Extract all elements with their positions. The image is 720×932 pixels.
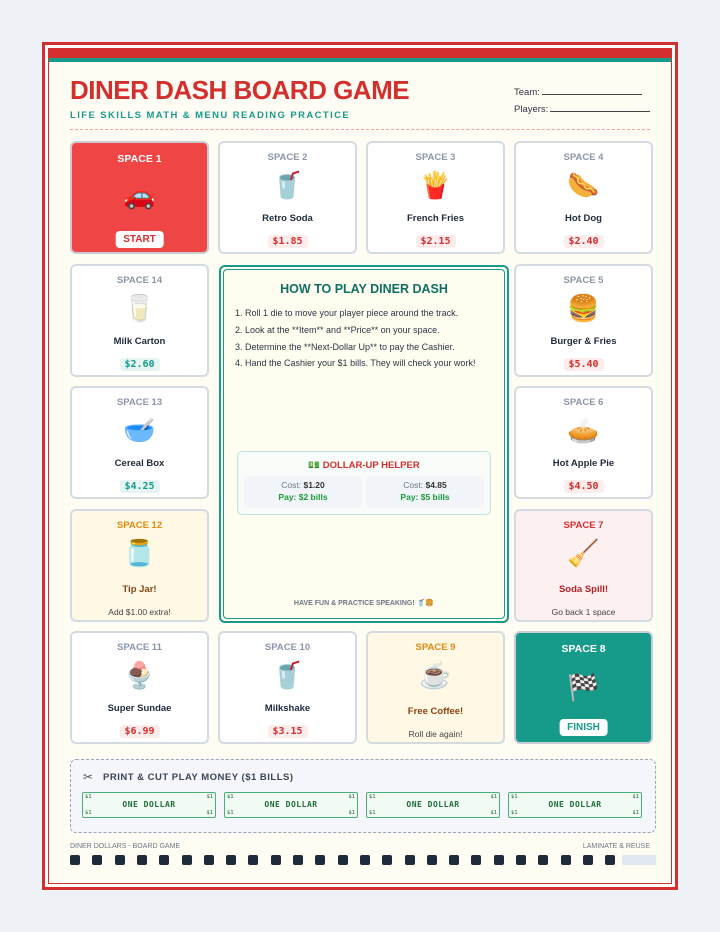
instruction-step: 4. Hand the Cashier your $1 bills. They will check your work! xyxy=(235,358,476,369)
helper-example xyxy=(366,476,484,508)
space-label: SPACE 6 xyxy=(563,397,604,408)
item-name: Burger & Fries xyxy=(550,336,617,347)
bill-text: ONE DOLLAR xyxy=(264,800,318,809)
hot-dog-icon: 🌭 xyxy=(567,170,600,200)
players-line xyxy=(550,103,650,112)
bill-corner: $1 xyxy=(348,810,355,816)
cost-value: $1.20 xyxy=(303,480,325,490)
burger-icon: 🍔 xyxy=(567,293,600,323)
bill-text: ONE DOLLAR xyxy=(406,800,460,809)
bill-corner: $1 xyxy=(369,794,376,800)
space-label: SPACE 9 xyxy=(415,642,456,653)
checker-square xyxy=(538,855,548,865)
item-name: Soda Spill! xyxy=(558,584,609,595)
item-name: Hot Dog xyxy=(565,213,602,224)
instruction-step: 1. Roll 1 die to move your player piece around the track. xyxy=(235,308,459,318)
item-name: Cereal Box xyxy=(114,458,165,469)
start-badge: START xyxy=(115,231,164,248)
page-subtitle: LIFE SKILLS MATH & MENU READING PRACTICE xyxy=(70,110,351,121)
space-13 xyxy=(70,386,209,499)
checker-square xyxy=(471,855,481,865)
item-price: $2.15 xyxy=(415,235,455,248)
french-fries-icon: 🍟 xyxy=(419,170,452,200)
example-cost xyxy=(244,480,362,490)
top-stripe-red xyxy=(49,49,671,58)
item-name: French Fries xyxy=(406,213,465,224)
bill-text: ONE DOLLAR xyxy=(548,800,602,809)
example-cost xyxy=(366,480,484,490)
space-5 xyxy=(514,264,653,377)
checker-square xyxy=(204,855,214,865)
item-price: $1.85 xyxy=(267,235,307,248)
header-divider xyxy=(70,129,650,130)
cereal-bowl-icon: 🥣 xyxy=(123,415,156,445)
team-field[interactable] xyxy=(514,86,642,98)
item-note: Go back 1 space xyxy=(551,607,616,617)
dollar-bill xyxy=(366,792,500,818)
example-pay: Pay: $5 bills xyxy=(400,492,450,502)
checker-tail xyxy=(622,855,656,865)
dollar-up-helper xyxy=(237,451,491,515)
item-name: Milkshake xyxy=(264,703,311,714)
scissors-icon: ✂ xyxy=(83,770,94,784)
checker-square xyxy=(248,855,258,865)
checker-square xyxy=(405,855,415,865)
team-line xyxy=(542,86,642,95)
top-stripe-teal xyxy=(49,58,671,62)
checker-square xyxy=(494,855,504,865)
checker-square xyxy=(226,855,236,865)
space-label: SPACE 14 xyxy=(116,275,163,286)
helper-example xyxy=(244,476,362,508)
space-1-start xyxy=(70,141,209,254)
space-2 xyxy=(218,141,357,254)
bill-corner: $1 xyxy=(490,794,497,800)
play-money-title: PRINT & CUT PLAY MONEY ($1 BILLS) xyxy=(103,772,294,783)
checker-square xyxy=(137,855,147,865)
checker-square xyxy=(449,855,459,865)
bill-corner: $1 xyxy=(511,810,518,816)
bill-corner: $1 xyxy=(85,794,92,800)
bill-corner: $1 xyxy=(85,810,92,816)
bill-corner: $1 xyxy=(369,810,376,816)
cost-label: Cost: xyxy=(281,480,302,490)
checker-square xyxy=(338,855,348,865)
checker-square xyxy=(293,855,303,865)
checker-square xyxy=(182,855,192,865)
item-price: $4.25 xyxy=(119,480,159,493)
car-icon: 🚗 xyxy=(123,180,156,210)
item-price: $2.60 xyxy=(119,358,159,371)
cost-value: $4.85 xyxy=(425,480,447,490)
finish-badge: FINISH xyxy=(559,719,608,736)
space-label: SPACE 13 xyxy=(116,397,163,408)
bill-corner: $1 xyxy=(348,794,355,800)
bill-corner: $1 xyxy=(206,794,213,800)
space-8-finish xyxy=(514,631,653,744)
instruction-steps xyxy=(235,305,497,372)
space-9 xyxy=(366,631,505,744)
item-name: Tip Jar! xyxy=(122,584,157,595)
space-label: SPACE 1 xyxy=(117,153,162,165)
how-to-play-title: HOW TO PLAY DINER DASH xyxy=(280,282,448,296)
checker-square xyxy=(70,855,80,865)
space-14 xyxy=(70,264,209,377)
checker-square xyxy=(583,855,593,865)
checker-square xyxy=(315,855,325,865)
checker-square xyxy=(115,855,125,865)
soda-cup-icon: 🥤 xyxy=(271,170,304,200)
space-label: SPACE 5 xyxy=(563,275,604,286)
space-label: SPACE 7 xyxy=(563,520,604,531)
item-note: Add $1.00 extra! xyxy=(108,607,171,617)
example-pay: Pay: $2 bills xyxy=(278,492,328,502)
item-name: Milk Carton xyxy=(113,336,166,347)
space-3 xyxy=(366,141,505,254)
how-to-play-panel xyxy=(219,265,509,623)
space-label: SPACE 11 xyxy=(117,642,162,653)
checker-square xyxy=(271,855,281,865)
bill-corner: $1 xyxy=(632,810,639,816)
item-price: $2.40 xyxy=(563,235,603,248)
coffee-icon: ☕ xyxy=(419,660,452,690)
game-sheet xyxy=(42,42,678,890)
checker-square xyxy=(360,855,370,865)
sheet-inner xyxy=(48,48,672,884)
dollar-bill xyxy=(224,792,358,818)
space-label: SPACE 10 xyxy=(264,642,311,653)
space-label: SPACE 3 xyxy=(415,152,456,163)
item-price: $4.50 xyxy=(563,480,603,493)
item-name: Hot Apple Pie xyxy=(552,458,615,469)
space-6 xyxy=(514,386,653,499)
checkered-flag-icon: 🏁 xyxy=(567,672,600,702)
space-12 xyxy=(70,509,209,622)
checker-square xyxy=(516,855,526,865)
item-price: $3.15 xyxy=(267,725,307,738)
item-name: Super Sundae xyxy=(107,703,172,714)
team-label: Team: xyxy=(514,87,540,98)
page-title: DINER DASH BOARD GAME xyxy=(70,75,410,105)
checker-strip xyxy=(70,855,656,867)
space-label: SPACE 12 xyxy=(116,520,163,531)
bill-corner: $1 xyxy=(206,810,213,816)
checker-square xyxy=(427,855,437,865)
bill-text: ONE DOLLAR xyxy=(122,800,176,809)
space-label: SPACE 8 xyxy=(561,643,606,655)
footer-right: LAMINATE & REUSE xyxy=(582,843,650,850)
instruction-step: 2. Look at the **Item** and **Price** on your space. xyxy=(235,324,440,335)
bill-corner: $1 xyxy=(511,794,518,800)
checker-square xyxy=(382,855,392,865)
space-label: SPACE 4 xyxy=(563,152,604,163)
checker-square xyxy=(561,855,571,865)
have-fun-note: HAVE FUN & PRACTICE SPEAKING! 🥤🍔 xyxy=(293,600,435,607)
item-note: Roll die again! xyxy=(408,729,463,739)
pie-icon: 🥧 xyxy=(567,415,600,445)
item-name: Free Coffee! xyxy=(407,706,464,717)
milkshake-icon: 🥤 xyxy=(271,660,304,690)
bill-corner: $1 xyxy=(490,810,497,816)
checker-square xyxy=(92,855,102,865)
footer-left: DINER DOLLARS - BOARD GAME xyxy=(70,843,181,850)
space-4 xyxy=(514,141,653,254)
helper-title: 💵 DOLLAR-UP HELPER xyxy=(308,460,420,471)
players-field[interactable] xyxy=(514,103,650,115)
instruction-step: 3. Determine the **Next-Dollar Up** to pay the Cashier. xyxy=(235,341,455,352)
space-label: SPACE 2 xyxy=(267,152,308,163)
space-11 xyxy=(70,631,209,744)
cost-label: Cost: xyxy=(403,480,424,490)
item-price: $6.99 xyxy=(119,725,159,738)
bill-corner: $1 xyxy=(227,794,234,800)
item-price: $5.40 xyxy=(563,358,603,371)
broom-icon: 🧹 xyxy=(567,538,600,568)
milk-glass-icon: 🥛 xyxy=(123,293,156,323)
dollar-bill xyxy=(82,792,216,818)
item-name: Retro Soda xyxy=(262,213,313,224)
space-7 xyxy=(514,509,653,622)
checker-square xyxy=(605,855,615,865)
bill-corner: $1 xyxy=(632,794,639,800)
sundae-icon: 🍨 xyxy=(123,660,156,690)
players-label: Players: xyxy=(514,104,549,115)
space-10 xyxy=(218,631,357,744)
bill-corner: $1 xyxy=(227,810,234,816)
dollar-bill xyxy=(508,792,642,818)
play-money-section xyxy=(70,759,656,833)
jar-icon: 🫙 xyxy=(123,538,156,568)
checker-square xyxy=(159,855,169,865)
